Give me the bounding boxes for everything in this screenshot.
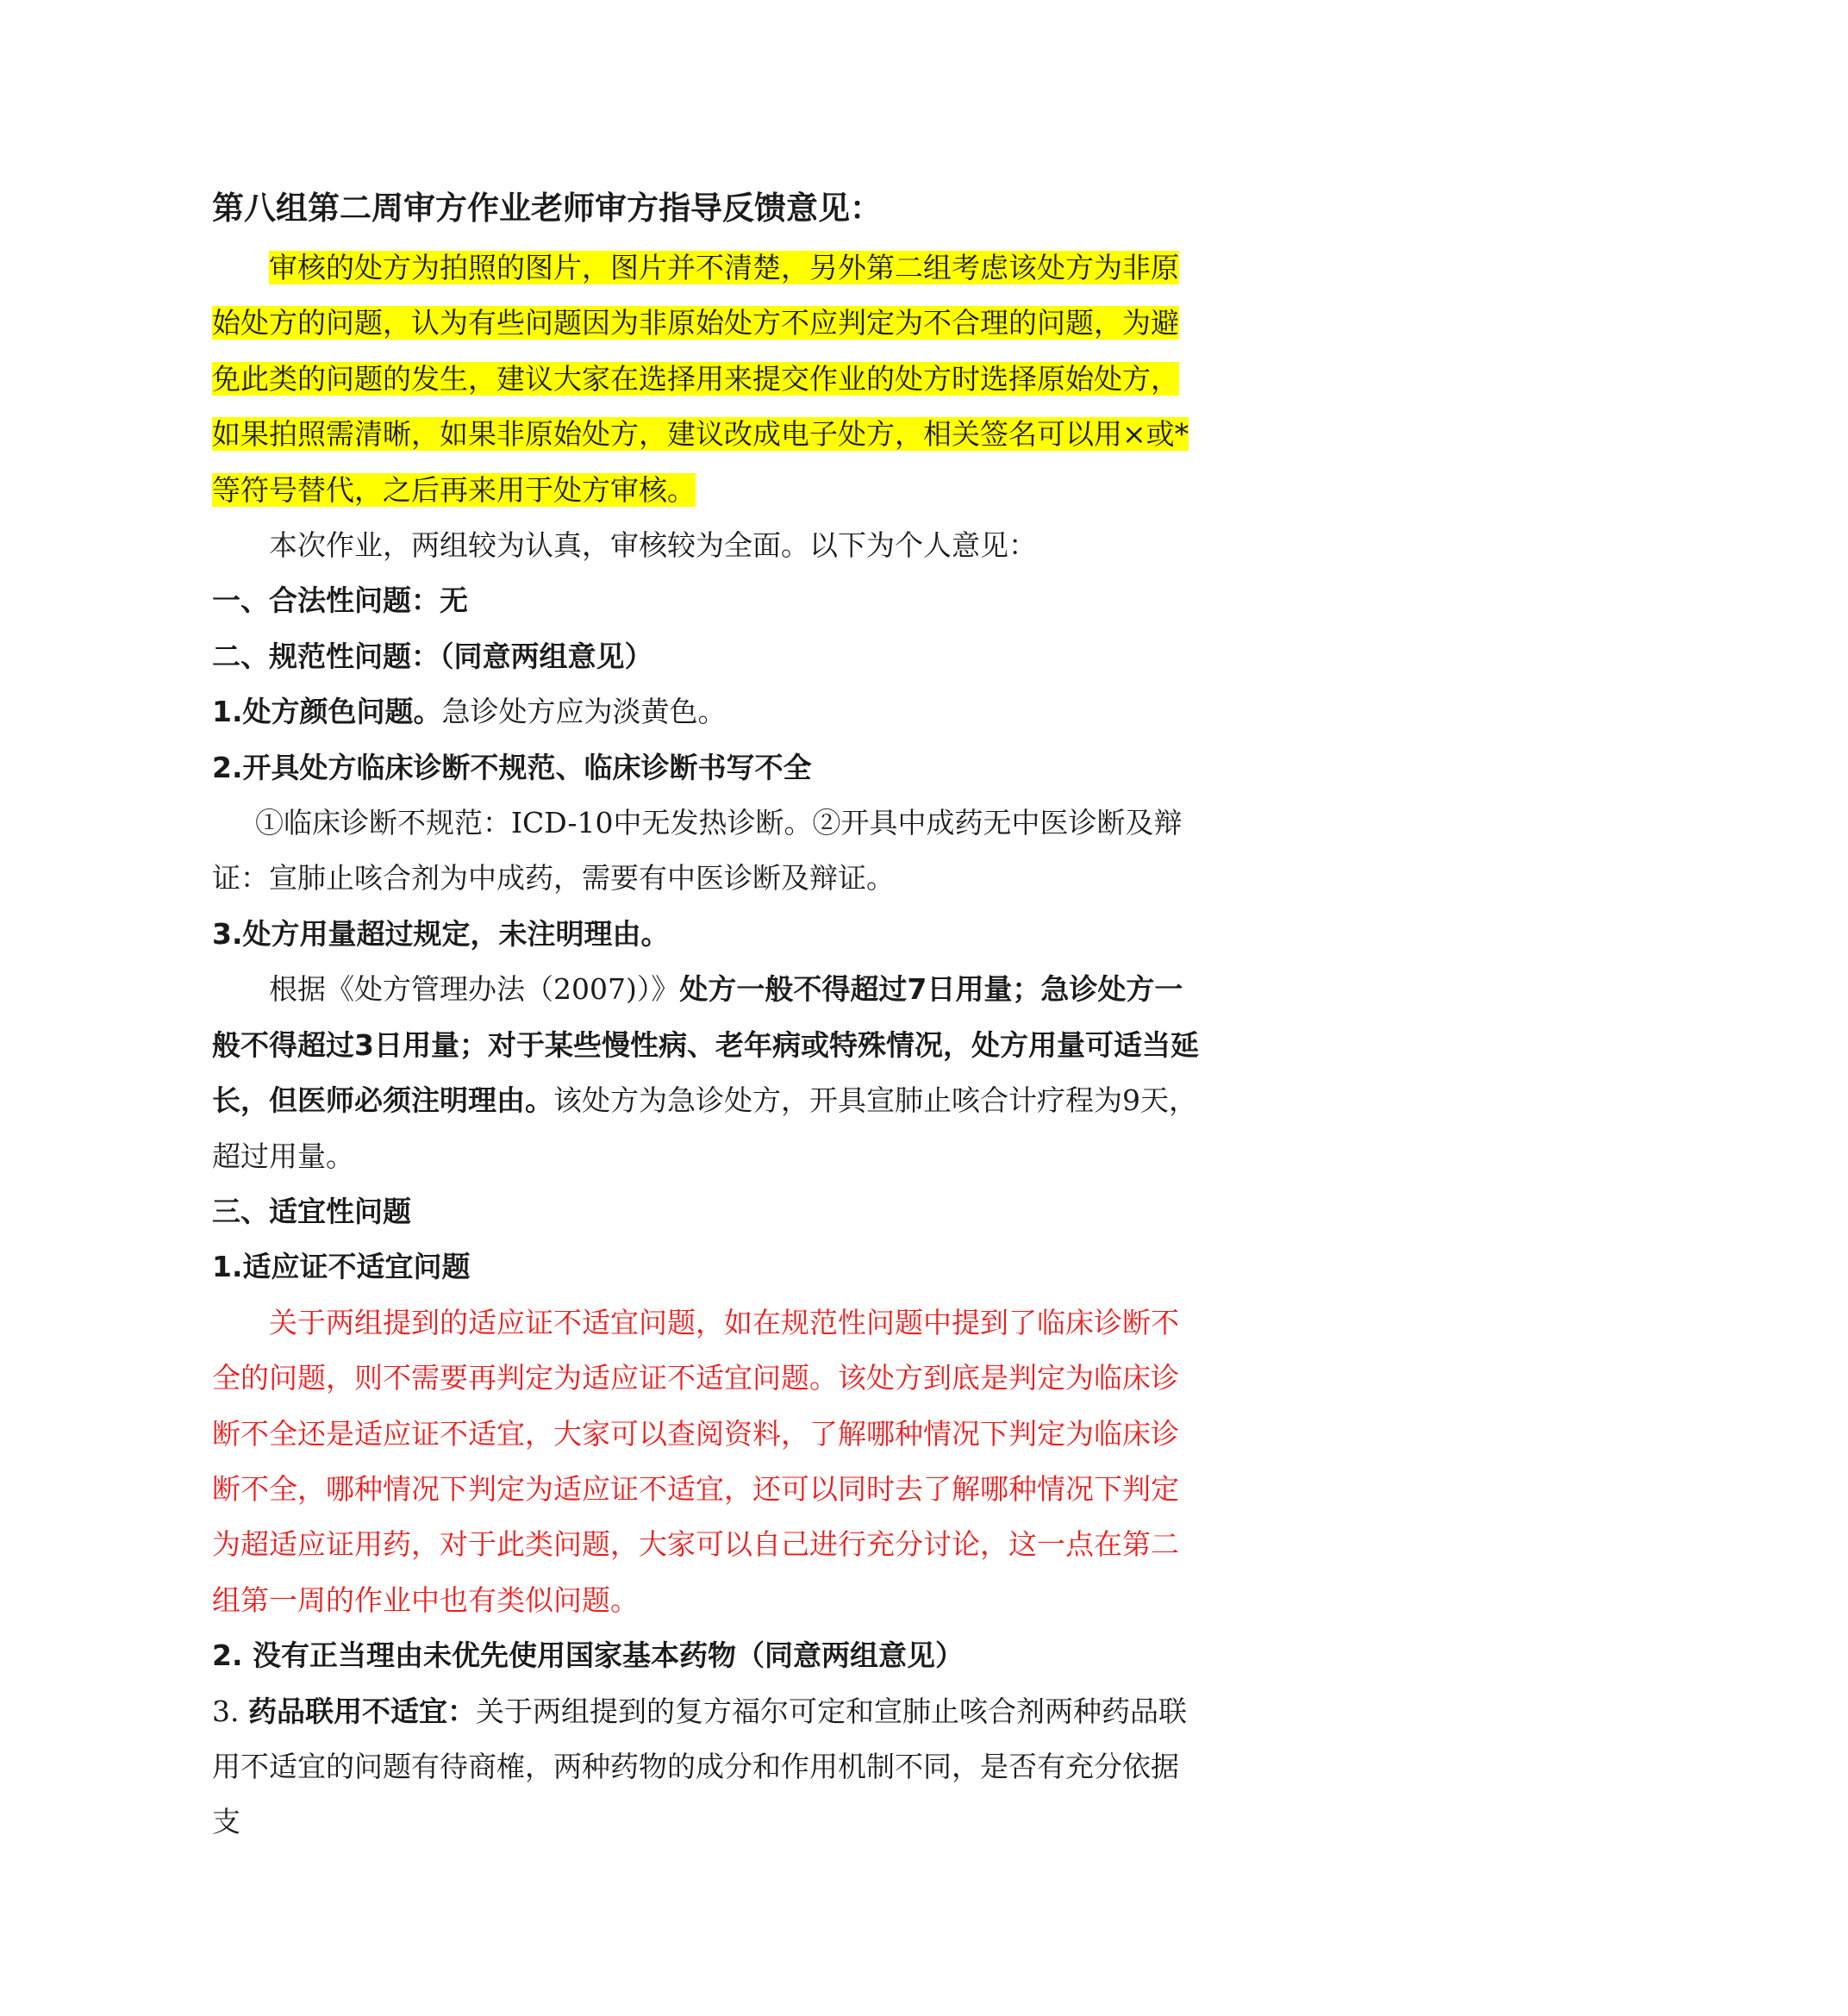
- standard-item-1: [212, 684, 1202, 740]
- standard-item-2-detail: ①临床诊断不规范：ICD-10中无发热诊断。②开具中成药无中医诊断及辩证：宣肺止咳合剂为中成药，需要有中医诊断及辩证。: [212, 806, 1183, 896]
- intro-paragraph: 本次作业，两组较为认真，审核较为全面。以下为个人意见：: [269, 528, 1037, 563]
- suitability-item-3-label: 药品联用不适宜：: [247, 1694, 476, 1728]
- section-suitability-heading: 三、适宜性问题: [212, 1194, 411, 1228]
- standard-item-3-detail: [212, 962, 1202, 1184]
- standard-item-1-label: 1.处方颜色问题。: [212, 695, 442, 729]
- highlighted-paragraph: [212, 240, 1202, 518]
- regulation-reference: 根据《处方管理办法（2007)）》: [269, 972, 680, 1007]
- standard-item-1-text: 急诊处方应为淡黄色。: [441, 695, 727, 729]
- section-legality-heading: 一、合法性问题：无: [212, 584, 468, 618]
- regulation-conclusion: 该处方为急诊处方，开具宣肺止咳合计疗程为9天，超过用量。: [212, 1083, 1197, 1173]
- suitability-item-2: 2. 没有正当理由未优先使用国家基本药物（同意两组意见）: [212, 1638, 964, 1673]
- suitability-item-1: 1.适应证不适宜问题: [212, 1250, 471, 1284]
- document-title: 第八组第二周审方作业老师审方指导反馈意见：: [212, 190, 882, 227]
- standard-item-3: 3.处方用量超过规定，未注明理由。: [212, 916, 670, 951]
- document-body: [212, 177, 1202, 1851]
- suitability-item-3-text: 关于两组提到的复方福尔可定和宣肺止咳合剂两种药品联用不适宜的问题有待商榷，两种药物的成分和作用机制不同，是否有充分依据支: [212, 1694, 1187, 1839]
- highlighted-text: 审核的处方为拍照的图片，图片并不清楚，另外第二组考虑该处方为非原始处方的问题，认为有些问题因为非原始处方不应判定为不合理的问题，为避免此类的问题的发生，建议大家在选择用来提交作业的处方时选择原始处方，如果拍照需清晰，如果非原始处方，建议改成电子处方，相关签名可以用×或*等符号替代，之后再来用于处方审核。: [212, 251, 1189, 507]
- suitability-item-1-comment: 关于两组提到的适应证不适宜问题，如在规范性问题中提到了临床诊断不全的问题，则不需要再判定为适应证不适宜问题。该处方到底是判定为临床诊断不全还是适应证不适宜，大家可以查阅资料，了解哪种情况下判定为临床诊断不全，哪种情况下判定为适应证不适宜，还可以同时去了解哪种情况下判定为超适应证用药，对于此类问题，大家可以自己进行充分讨论，这一点在第二组第一周的作业中也有类似问题。: [212, 1305, 1179, 1617]
- suitability-item-3: [212, 1684, 1202, 1851]
- section-standard-heading: 二、规范性问题：（同意两组意见）: [212, 639, 653, 673]
- regulation-rule: 处方一般不得超过7日用量；急诊处方一般不得超过3日用量；对于某些慢性病、老年病或特殊情况，处方用量可适当延长，但医师必须注明理由。: [212, 972, 1199, 1118]
- standard-item-2: 2.开具处方临床诊断不规范、临床诊断书写不全: [212, 750, 812, 784]
- suitability-item-3-number: 3.: [212, 1694, 248, 1728]
